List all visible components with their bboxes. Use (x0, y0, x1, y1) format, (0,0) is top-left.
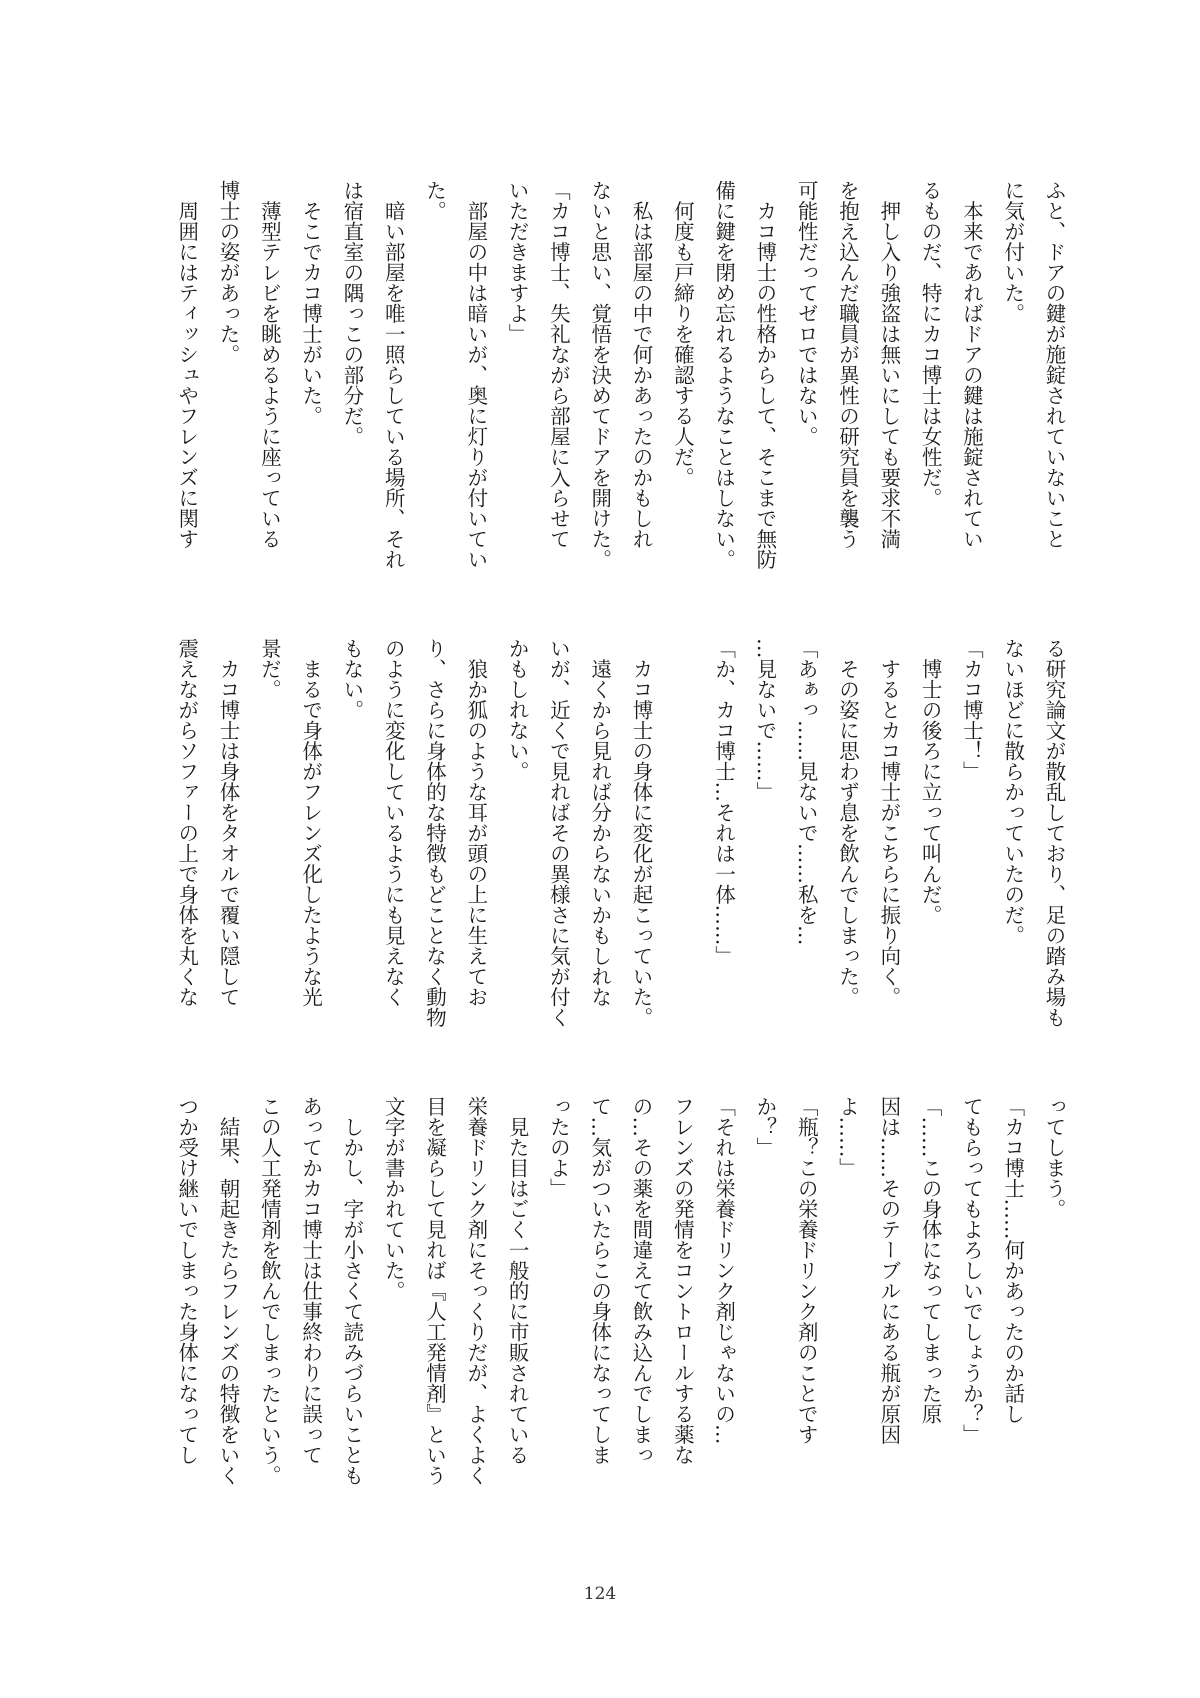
text-column: よ……」 (835, 1096, 860, 1178)
text-column: ないほどに散らかっていたのだ。 (1000, 638, 1025, 946)
text-column: カコ博士の身体に変化が起こっていた。 (629, 638, 653, 1028)
text-column: 部屋の中は暗いが、奥に灯りが付いてい (463, 180, 488, 570)
text-column: 遠くから見れば分からないかもしれな (587, 638, 612, 1007)
text-column (666, 638, 698, 1058)
text-column: 「瓶？この栄養ドリンク剤のことです (794, 1096, 819, 1445)
text-column: そこでカコ博士がいた。 (298, 180, 323, 426)
text-column: の…その薬を間違えて飲み込んでしまっ (629, 1096, 653, 1465)
text-column: た。 (422, 180, 447, 221)
text-column: 景だ。 (257, 638, 282, 700)
text-column: つか受け継いでしまった身体になってし (174, 1096, 199, 1465)
text-column: その姿に思わず息を飲んでしまった。 (835, 638, 860, 1007)
text-column: 震えながらソファーの上で身体を丸くな (174, 638, 199, 1007)
text-column: まるで身体がフレンズ化したような光 (298, 638, 323, 1007)
text-column: 何度も戸締りを確認する人だ。 (670, 180, 695, 488)
text-column: 結果、朝起きたらフレンズの特徴をいく (216, 1096, 240, 1486)
text-column: ふと、ドアの鍵が施錠されていないこと (1042, 180, 1066, 549)
text-column: かもしれない。 (505, 638, 530, 782)
text-column: は宿直室の隅っこの部分だ。 (339, 180, 364, 447)
text-tier-upper (140, 180, 1070, 600)
text-tier-middle (140, 638, 1070, 1058)
text-column: しかし、字が小さくて読みづらいことも (339, 1096, 364, 1486)
text-column: もない。 (339, 638, 364, 720)
text-column: 押し入り強盗は無いにしても要求不満 (876, 180, 901, 549)
text-column: いが、近くで見ればその異様さに気が付く (546, 638, 571, 1028)
text-column: この人工発情剤を飲んでしまったという。 (257, 1096, 282, 1486)
text-column: 文字が書かれていた。 (381, 1096, 406, 1301)
text-column: いただきますよ」 (505, 180, 530, 344)
text-column: 暗い部屋を唯一照らしている場所、それ (381, 180, 406, 570)
text-column: 「カコ博士！」 (959, 638, 984, 782)
text-column: て…気がついたらこの身体になってしま (587, 1096, 612, 1465)
text-column: ないと思い、覚悟を決めてドアを開けた。 (587, 180, 612, 570)
text-column: あってかカコ博士は仕事終わりに誤って (298, 1096, 323, 1465)
text-column: 博士の後ろに立って叫んだ。 (918, 638, 943, 925)
text-column: 「……この身体になってしまった原 (918, 1096, 943, 1424)
text-column: …見ないで……」 (752, 638, 777, 802)
text-column: てもらってもよろしいでしょうか？」 (959, 1096, 984, 1445)
text-column: 周囲にはティッシュやフレンズに関す (174, 180, 199, 549)
text-column: 「か、カコ博士…それは一体……」 (711, 638, 736, 966)
text-column: 「カコ博士、失礼ながら部屋に入らせて (546, 180, 571, 549)
text-column: 薄型テレビを眺めるように座っている (257, 180, 282, 549)
text-column: 本来であればドアの鍵は施錠されてい (959, 180, 984, 549)
text-column: 見た目はごく一般的に市販されている (505, 1096, 530, 1465)
text-column: か？」 (752, 1096, 777, 1158)
text-column: を抱え込んだ職員が異性の研究員を襲う (835, 180, 860, 549)
text-column: フレンズの発情をコントロールする薬な (670, 1096, 695, 1465)
text-column: 可能性だってゼロではない。 (794, 180, 819, 447)
text-column: 博士の姿があった。 (216, 180, 240, 365)
text-column: カコ博士の性格からして、そこまで無防 (752, 180, 777, 570)
text-column: 「あぁっ……見ないで……私を… (794, 638, 819, 946)
text-column: 栄養ドリンク剤にそっくりだが、よくよく (463, 1096, 488, 1486)
text-column: る研究論文が散乱しており、足の踏み場も (1042, 638, 1066, 1028)
text-column: り、さらに身体的な特徴もどことなく動物 (422, 638, 447, 1028)
text-column: するとカコ博士がこちらに振り向く。 (876, 638, 901, 1007)
text-column: カコ博士は身体をタオルで覆い隠して (216, 638, 240, 1007)
text-column: 備に鍵を閉め忘れるようなことはしない。 (711, 180, 736, 570)
page-number: 124 (583, 1584, 617, 1604)
text-column: 狼か狐のような耳が頭の上に生えてお (463, 638, 488, 1007)
text-column: のように変化しているようにも見えなく (381, 638, 406, 1007)
text-column: ってしまう。 (1042, 1096, 1066, 1219)
text-column: 「カコ博士……何かあったのか話し (1000, 1096, 1025, 1424)
text-column: るものだ、特にカコ博士は女性だ。 (918, 180, 943, 508)
text-column: 因は……そのテーブルにある瓶が原因 (876, 1096, 901, 1445)
text-column: に気が付いた。 (1000, 180, 1025, 324)
text-column: ったのよ」 (546, 1096, 571, 1199)
text-column: 目を凝らして見れば『人工発情剤』という (422, 1096, 447, 1486)
text-column: 「それは栄養ドリンク剤じゃないの… (711, 1096, 736, 1445)
text-column: 私は部屋の中で何かあったのかもしれ (629, 180, 653, 549)
text-tier-lower (140, 1096, 1070, 1516)
